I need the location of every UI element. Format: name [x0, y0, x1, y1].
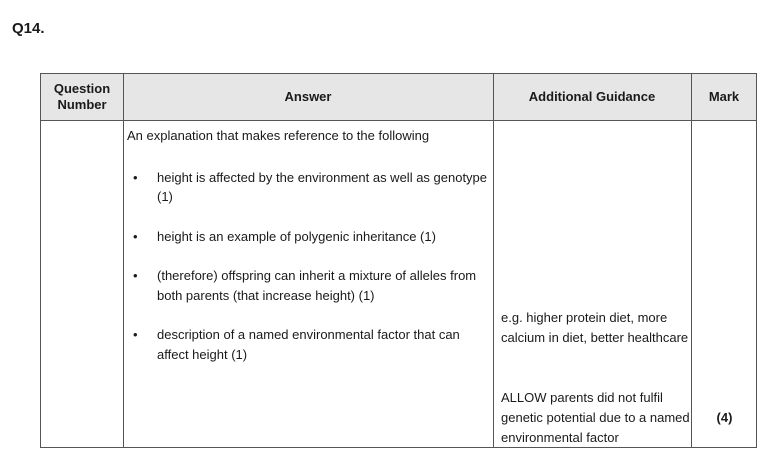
- answer-point: • description of a named environmental factor that can affect height (1): [127, 325, 489, 364]
- column-divider: [123, 74, 124, 447]
- mark-value: (4): [716, 410, 733, 425]
- column-divider: [691, 74, 692, 447]
- question-label: Q14.: [12, 20, 45, 37]
- header-question-number: Question Number: [53, 81, 111, 112]
- answer-intro: An explanation that makes reference to the following: [127, 128, 430, 143]
- guidance-note: ALLOW parents did not fulfil genetic potential due to a named environmental factor: [501, 390, 690, 445]
- answer-point: • height is an example of polygenic inheritance (1): [127, 227, 489, 247]
- answer-points-list: [127, 168, 489, 365]
- column-divider: [493, 74, 494, 447]
- mark-scheme-table: [40, 73, 757, 448]
- header-mark: Mark: [708, 89, 740, 104]
- guidance-note: e.g. higher protein diet, more calcium in diet, better healthcare: [501, 310, 689, 345]
- answer-point: • (therefore) offspring can inherit a mixture of alleles from both parents (that increase height) (1): [127, 266, 489, 305]
- header-additional-guidance: Additional Guidance: [528, 89, 656, 104]
- answer-cell: [127, 126, 489, 384]
- answer-point: • height is affected by the environment as well as genotype (1): [127, 168, 489, 207]
- header-answer: Answer: [284, 89, 332, 104]
